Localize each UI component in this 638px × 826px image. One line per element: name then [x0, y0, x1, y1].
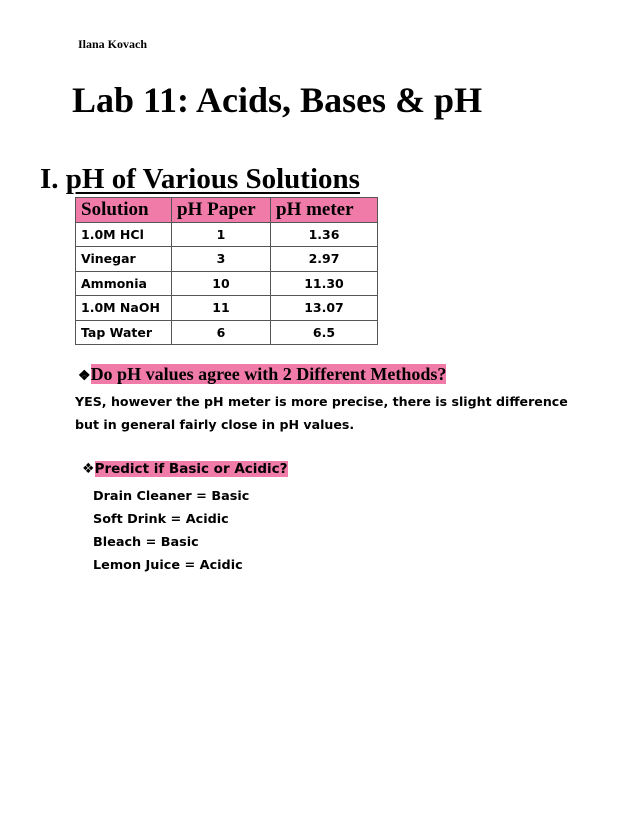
- cell-solution: Ammonia: [76, 271, 172, 296]
- cell-solution: Vinegar: [76, 247, 172, 272]
- question-agreement-text: Do pH values agree with 2 Different Methods?: [90, 364, 447, 384]
- cell-ph-meter: 2.97: [271, 247, 378, 272]
- cell-ph-paper: 10: [172, 271, 271, 296]
- table-header-row: [76, 198, 378, 223]
- cell-ph-paper: 1: [172, 222, 271, 247]
- cell-solution: 1.0M HCl: [76, 222, 172, 247]
- ph-results-table: [75, 197, 378, 345]
- cell-solution: 1.0M NaOH: [76, 296, 172, 321]
- section-number: I.: [40, 163, 59, 195]
- cell-ph-meter: 6.5: [271, 320, 378, 345]
- cell-ph-paper: 3: [172, 247, 271, 272]
- answer-agreement: YES, however the pH meter is more precise, there is slight difference but in general fairly close in pH values.: [75, 394, 568, 432]
- cell-solution: Tap Water: [76, 320, 172, 345]
- column-header-ph-meter: pH meter: [271, 198, 378, 223]
- table-row: [76, 247, 378, 272]
- list-item: Soft Drink = Acidic: [93, 512, 229, 527]
- list-item: Bleach = Basic: [93, 535, 199, 550]
- list-item: Drain Cleaner = Basic: [93, 489, 250, 504]
- page-title: Lab 11: Acids, Bases & pH: [72, 80, 483, 120]
- list-item: Lemon Juice = Acidic: [93, 558, 243, 573]
- cell-ph-meter: 11.30: [271, 271, 378, 296]
- cell-ph-meter: 13.07: [271, 296, 378, 321]
- table-row: [76, 296, 378, 321]
- column-header-solution: Solution: [76, 198, 172, 223]
- table-row: [76, 222, 378, 247]
- diamond-bullet-icon: ❖: [78, 369, 91, 384]
- column-header-ph-paper: pH Paper: [172, 198, 271, 223]
- cell-ph-meter: 1.36: [271, 222, 378, 247]
- prediction-list: [93, 485, 249, 577]
- section-title: pH of Various Solutions: [65, 163, 360, 195]
- diamond-bullet-icon: ❖: [82, 461, 95, 477]
- table-row: [76, 271, 378, 296]
- section-heading: [40, 160, 360, 198]
- author-name: Ilana Kovach: [78, 37, 148, 51]
- question-prediction: [82, 461, 288, 477]
- cell-ph-paper: 6: [172, 320, 271, 345]
- question-prediction-text: Predict if Basic or Acidic?: [94, 461, 288, 477]
- question-agreement: [78, 364, 446, 385]
- cell-ph-paper: 11: [172, 296, 271, 321]
- table-row: [76, 320, 378, 345]
